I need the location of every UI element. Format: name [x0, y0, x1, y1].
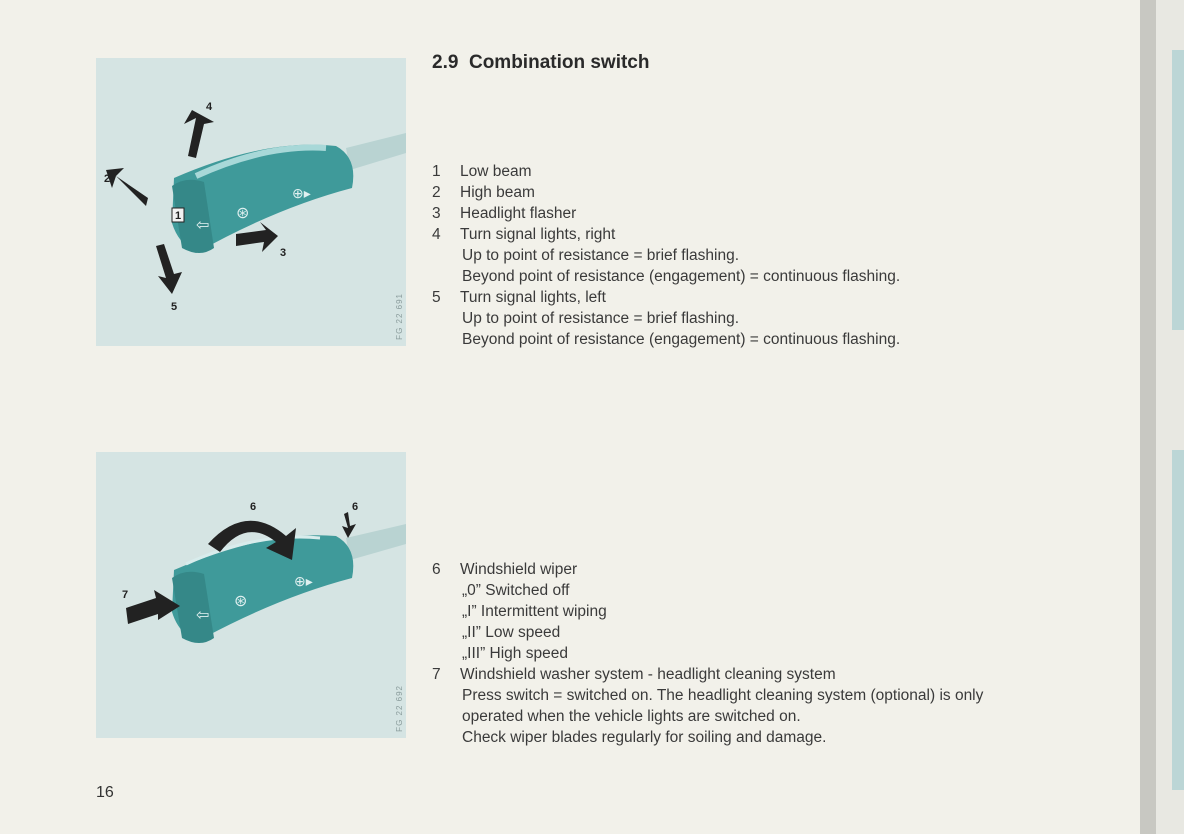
- stalk-illustration-2: [96, 452, 406, 738]
- item-text: Press switch = switched on. The headlight cleaning system (optional) is only: [462, 687, 984, 704]
- item-number: 1: [432, 163, 441, 180]
- item-text: Turn signal lights, left: [460, 289, 606, 306]
- washer-symbol: ⇦: [196, 607, 210, 624]
- push-arrow: [126, 590, 180, 624]
- wiper-symbol: ⊛: [236, 205, 250, 222]
- callout-1: 1: [175, 210, 182, 222]
- callout-6-second: 6: [352, 501, 359, 513]
- callout-3: 3: [280, 247, 287, 259]
- stalk-illustration-1: [96, 58, 406, 346]
- item-text: Windshield wiper: [460, 561, 578, 578]
- figure-code: FG 22 692: [395, 685, 404, 732]
- callout-6: 6: [250, 501, 257, 513]
- section-heading: [432, 52, 649, 74]
- next-page-figure-edge: [1172, 450, 1184, 790]
- next-page-figure-edge: [1172, 50, 1184, 330]
- book-gutter: [1140, 0, 1156, 834]
- item-text: Headlight flasher: [460, 205, 577, 222]
- callout-4: 4: [206, 101, 213, 113]
- callout-7: 7: [122, 589, 129, 601]
- washer-symbol: ⇦: [196, 217, 210, 234]
- arrow-down: [156, 244, 182, 294]
- item-text: „III” High speed: [462, 645, 568, 662]
- item-text: „0” Switched off: [462, 582, 570, 599]
- stalk-shaft: [346, 133, 406, 170]
- arrow-up: [184, 110, 214, 158]
- combination-switch-figure-1: [96, 58, 406, 346]
- item-number: 3: [432, 205, 441, 222]
- item-number: 2: [432, 184, 441, 201]
- item-text: High beam: [460, 184, 535, 201]
- stalk-shaft: [346, 524, 406, 560]
- combination-switch-figure-2: [96, 452, 406, 738]
- headlight-symbol: ⊕▸: [292, 185, 311, 201]
- arrow-left: [106, 168, 148, 206]
- item-text: Beyond point of resistance (engagement) = continuous flashing.: [462, 331, 901, 348]
- item-text: operated when the vehicle lights are switched on.: [462, 708, 801, 725]
- callout-2: 2: [104, 173, 111, 185]
- section-title: Combination switch: [468, 52, 650, 73]
- item-text: „I” Intermittent wiping: [462, 603, 607, 620]
- item-number: 7: [432, 666, 441, 683]
- item-text: Low beam: [460, 163, 532, 180]
- item-number: 6: [432, 561, 441, 578]
- item-number: 5: [432, 289, 441, 306]
- item-text: Up to point of resistance = brief flashing.: [462, 310, 740, 327]
- section-number: 2.9: [432, 52, 459, 73]
- item-text: Up to point of resistance = brief flashing.: [462, 247, 740, 264]
- item-text: Beyond point of resistance (engagement) = continuous flashing.: [462, 268, 901, 285]
- headlight-symbol: ⊕▸: [294, 573, 313, 589]
- wiper-symbol: ⊛: [234, 593, 248, 610]
- item-number: 4: [432, 226, 441, 243]
- item-text: Check wiper blades regularly for soiling and damage.: [462, 729, 827, 746]
- figure-code: FG 22 691: [395, 293, 404, 340]
- item-text: „II” Low speed: [462, 624, 561, 641]
- item-text: Turn signal lights, right: [460, 226, 616, 243]
- small-arrow: [342, 512, 356, 538]
- callout-5: 5: [171, 301, 178, 313]
- page-number: 16: [96, 784, 114, 801]
- item-text: Windshield washer system - headlight cleaning system: [460, 666, 836, 683]
